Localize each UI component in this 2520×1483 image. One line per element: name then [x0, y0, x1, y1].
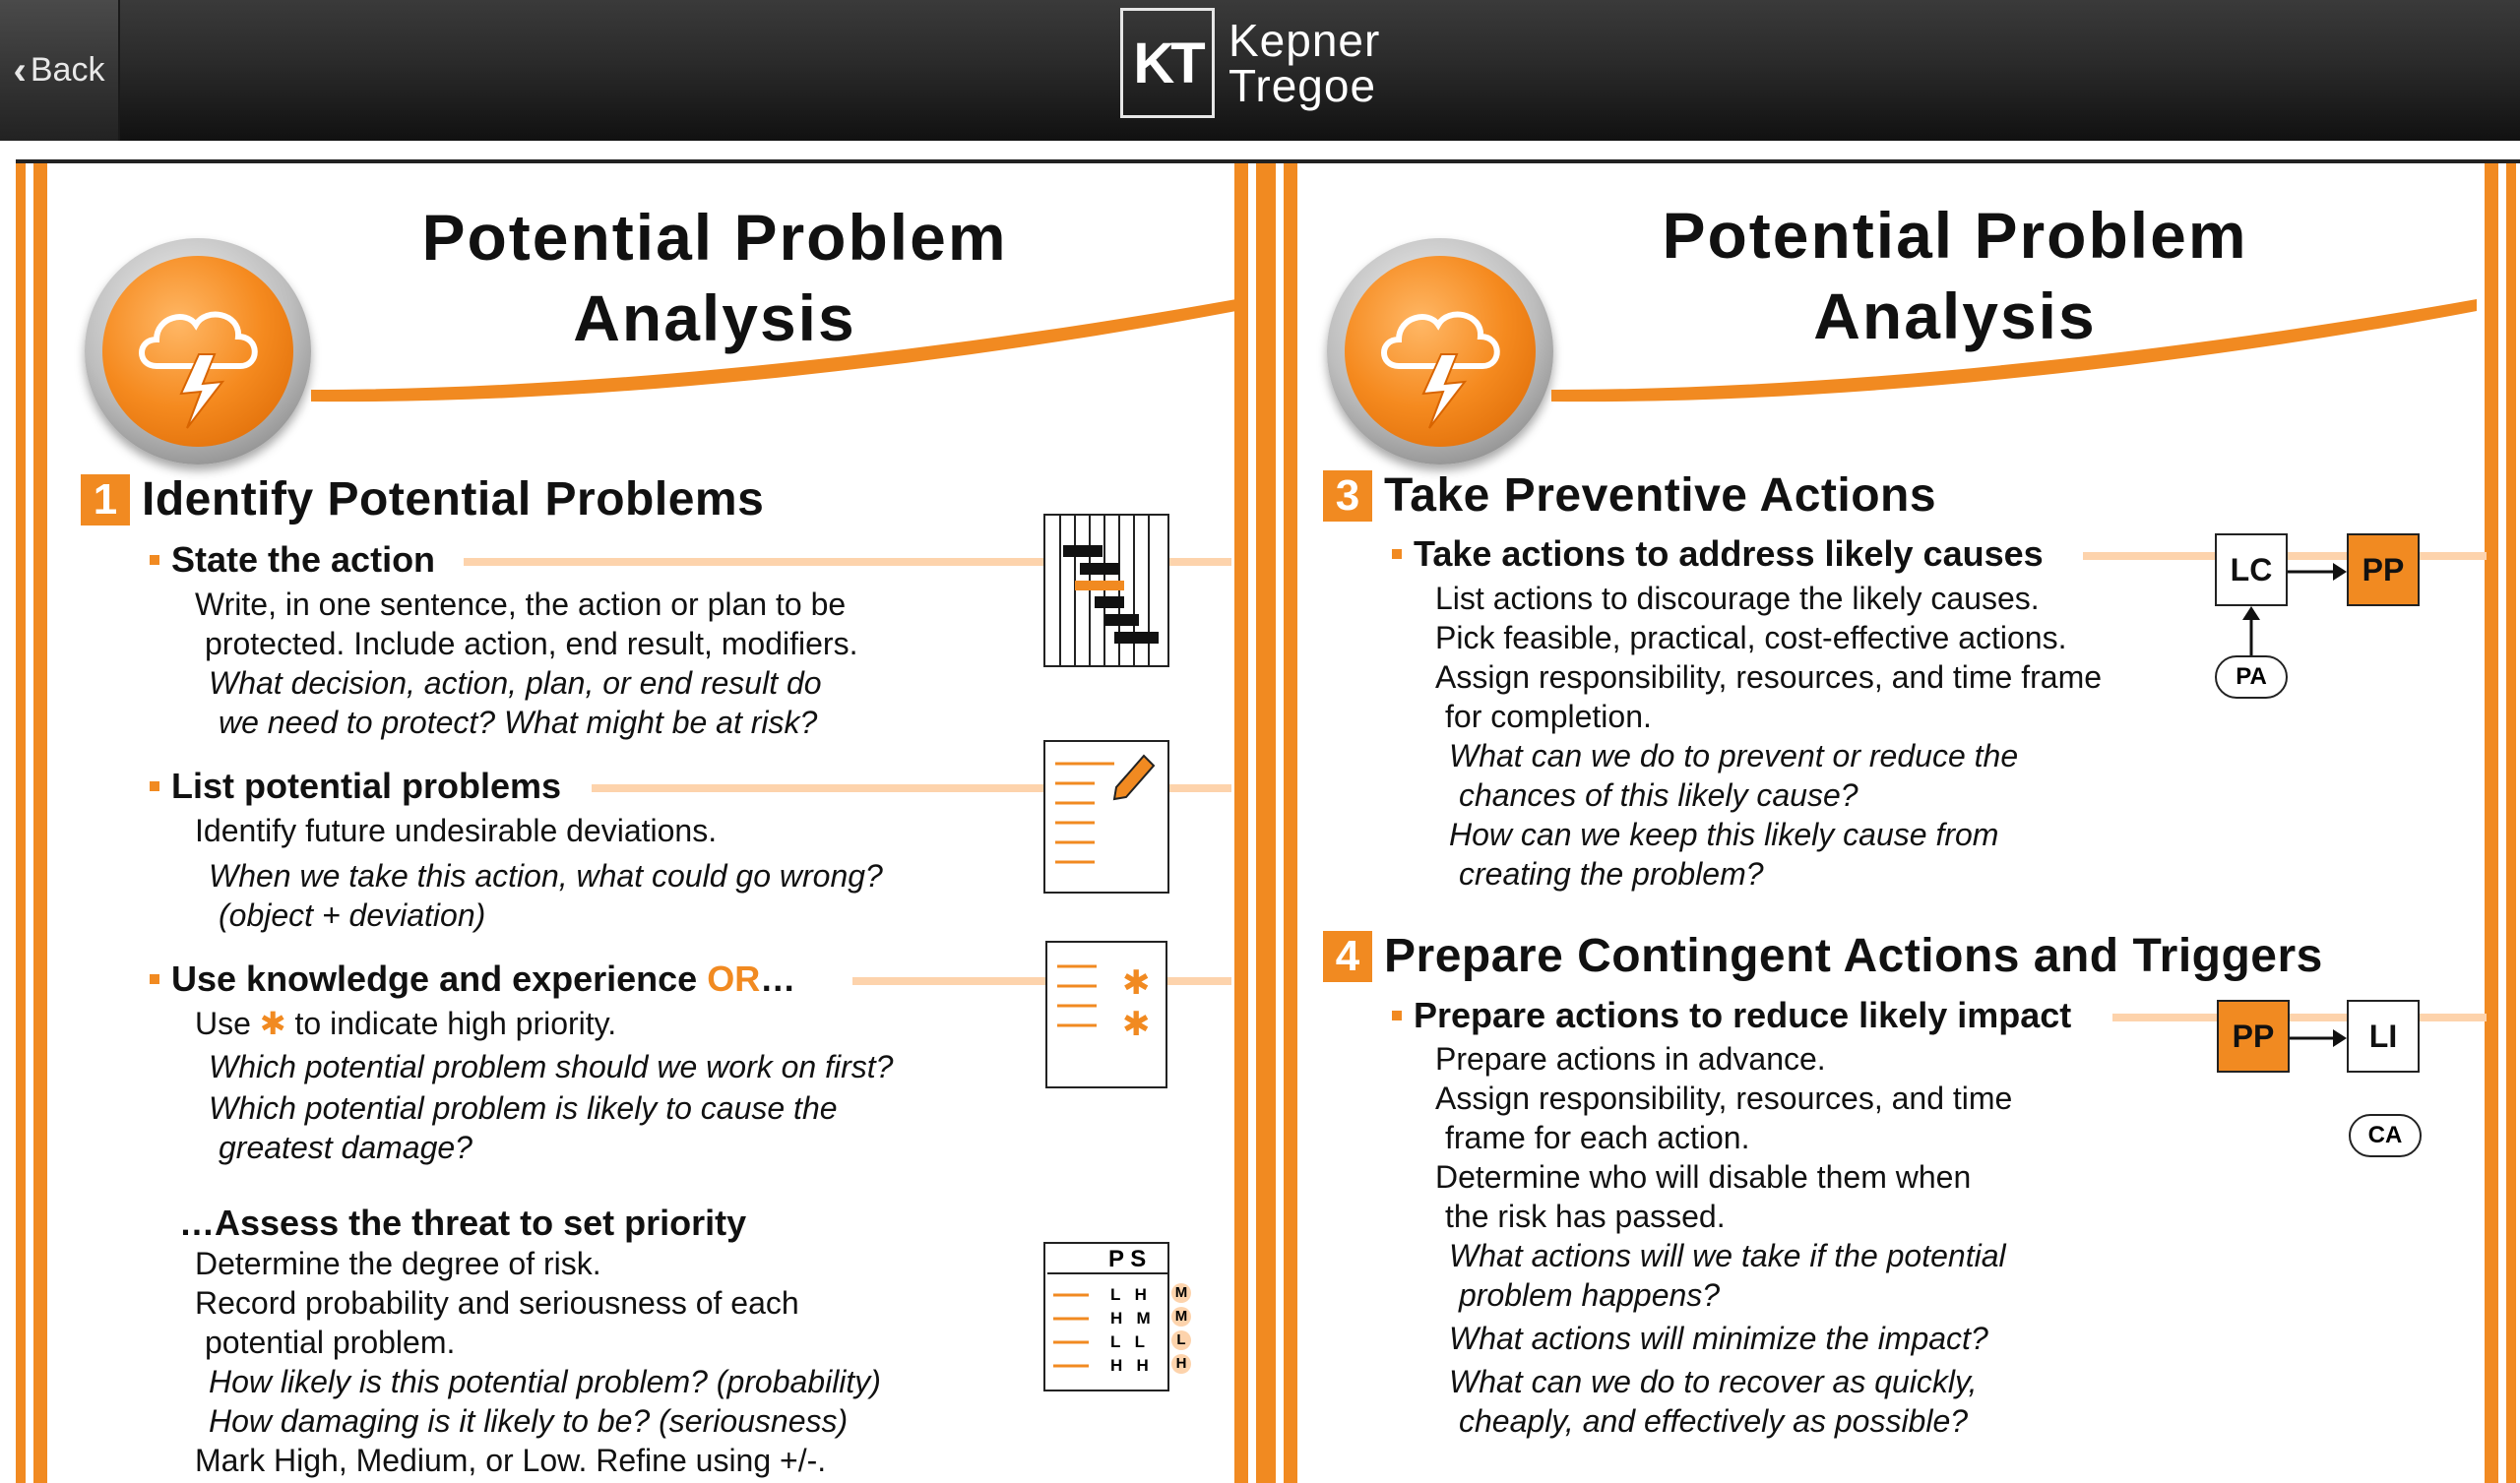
contingent-heading: Prepare actions to reduce likely impact: [1392, 995, 2079, 1036]
question-text: How damaging is it likely to be? (seriousness): [209, 1403, 849, 1439]
body-text: for completion.: [1445, 699, 1652, 734]
body-text: Assign responsibility, resources, and time frame: [1435, 659, 2103, 695]
ca-node: CA: [2349, 1114, 2422, 1157]
gantt-chart-icon: [1043, 514, 1169, 667]
body-text: Determine the degree of risk.: [195, 1246, 601, 1281]
section-title: Prepare Contingent Actions and Triggers: [1384, 930, 2323, 982]
chevron-left-icon: ‹: [13, 48, 27, 93]
question-text: we need to protect? What might be at risk?: [219, 705, 818, 740]
question-text: chances of this likely cause?: [1459, 777, 1858, 813]
body-text: Mark High, Medium, or Low. Refine using +/-.: [195, 1443, 827, 1478]
right-border-stripes: [2485, 163, 2516, 1483]
arrow-up-icon: [2236, 606, 2266, 655]
heading-rule: [852, 977, 1231, 985]
logo-line-2: Tregoe: [1228, 60, 1377, 111]
storm-badge: [1327, 238, 1553, 464]
pp-node: PP: [2347, 533, 2420, 606]
preventive-heading: Take actions to address likely causes: [1392, 533, 2051, 575]
question-text: Which potential problem should we work on first?: [209, 1049, 894, 1084]
page-left: [16, 163, 1266, 1483]
logo-mark: KT: [1120, 8, 1215, 118]
left-border-stripes: [16, 163, 47, 1483]
list-problems-heading: List potential problems: [150, 766, 569, 807]
body-text: Prepare actions in advance.: [1435, 1041, 1826, 1077]
svg-text:✱: ✱: [1122, 1005, 1151, 1044]
logo-text: [1228, 15, 1381, 111]
ps-overall-ratings: M M L H: [1171, 1283, 1191, 1374]
priority-list-icon: [1045, 941, 1167, 1088]
left-border-stripes: [1266, 163, 1297, 1483]
question-text: (object + deviation): [219, 897, 486, 933]
document-view[interactable]: [16, 159, 2520, 1483]
kepner-tregoe-logo: [1120, 6, 1380, 120]
section-1-header: [81, 472, 764, 526]
body-text: frame for each action.: [1445, 1120, 1750, 1155]
lc-node: LC: [2215, 533, 2288, 606]
body-text: Identify future undesirable deviations.: [195, 813, 718, 848]
asterisk-icon: ✱: [259, 1006, 286, 1041]
body-text: Write, in one sentence, the action or plan to be: [195, 587, 847, 622]
question-text: cheaply, and effectively as possible?: [1459, 1403, 1969, 1439]
notepad-pencil-icon: [1043, 740, 1169, 894]
section-number: 1: [81, 474, 130, 525]
storm-cloud-icon: [1345, 256, 1536, 447]
body-text: Pick feasible, practical, cost-effective actions.: [1435, 620, 2067, 655]
ps-rating-table-icon: P S L H H M L L H H: [1043, 1242, 1169, 1391]
question-text: What can we do to prevent or reduce the: [1449, 738, 2019, 773]
section-4-header: [1323, 929, 2323, 983]
top-bar: [0, 0, 2520, 141]
section-title: Identify Potential Problems: [142, 473, 765, 525]
arrow-right-icon: [2288, 557, 2349, 587]
question-text: How likely is this potential problem? (probability): [209, 1364, 881, 1399]
body-text: Record probability and seriousness of each: [195, 1285, 799, 1321]
storm-badge: [85, 238, 311, 464]
state-action-heading: State the action: [150, 539, 443, 581]
section-title: Take Preventive Actions: [1384, 469, 1937, 522]
question-text: What actions will we take if the potential: [1449, 1238, 2006, 1273]
knowledge-heading: Use knowledge and experience OR …: [150, 958, 803, 1000]
question-text: What decision, action, plan, or end result do: [209, 665, 822, 701]
section-3-header: [1323, 468, 1936, 523]
section-number: 4: [1323, 931, 1372, 982]
body-text: List actions to discourage the likely causes.: [1435, 581, 2040, 616]
body-text: protected. Include action, end result, modifiers.: [205, 626, 858, 661]
body-text: Assign responsibility, resources, and time: [1435, 1081, 2013, 1116]
arrow-right-icon: [2290, 1023, 2349, 1053]
assess-heading: …Assess the threat to set priority: [179, 1203, 747, 1243]
pa-node: PA: [2215, 655, 2288, 699]
body-text: the risk has passed.: [1445, 1199, 1726, 1234]
pp-node: PP: [2217, 1000, 2290, 1073]
storm-cloud-icon: [102, 256, 293, 447]
logo-line-1: Kepner: [1228, 15, 1381, 66]
question-text: How can we keep this likely cause from: [1449, 817, 1999, 852]
page-title-left: Potential Problem Analysis: [421, 201, 1008, 354]
heading-rule: [2112, 1014, 2487, 1021]
question-text: What actions will minimize the impact?: [1449, 1321, 1988, 1356]
body-text: Determine who will disable them when: [1435, 1159, 1972, 1195]
li-node: LI: [2347, 1000, 2420, 1073]
back-button[interactable]: [0, 0, 120, 141]
page-title-right: Potential Problem Analysis: [1662, 199, 2248, 352]
body-text: potential problem.: [205, 1325, 456, 1360]
right-border-stripes: [1234, 163, 1266, 1483]
back-label: Back: [30, 51, 105, 89]
question-text: creating the problem?: [1459, 856, 1764, 892]
question-text: When we take this action, what could go wrong?: [209, 858, 883, 894]
section-number: 3: [1323, 470, 1372, 522]
page-right: [1266, 163, 2520, 1483]
question-text: Which potential problem is likely to cause the: [209, 1090, 838, 1126]
question-text: greatest damage?: [219, 1130, 472, 1165]
body-text: Use ✱ to indicate high priority.: [195, 1006, 617, 1041]
question-text: What can we do to recover as quickly,: [1449, 1364, 1978, 1399]
svg-text:✱: ✱: [1122, 963, 1151, 1003]
question-text: problem happens?: [1459, 1277, 1721, 1313]
